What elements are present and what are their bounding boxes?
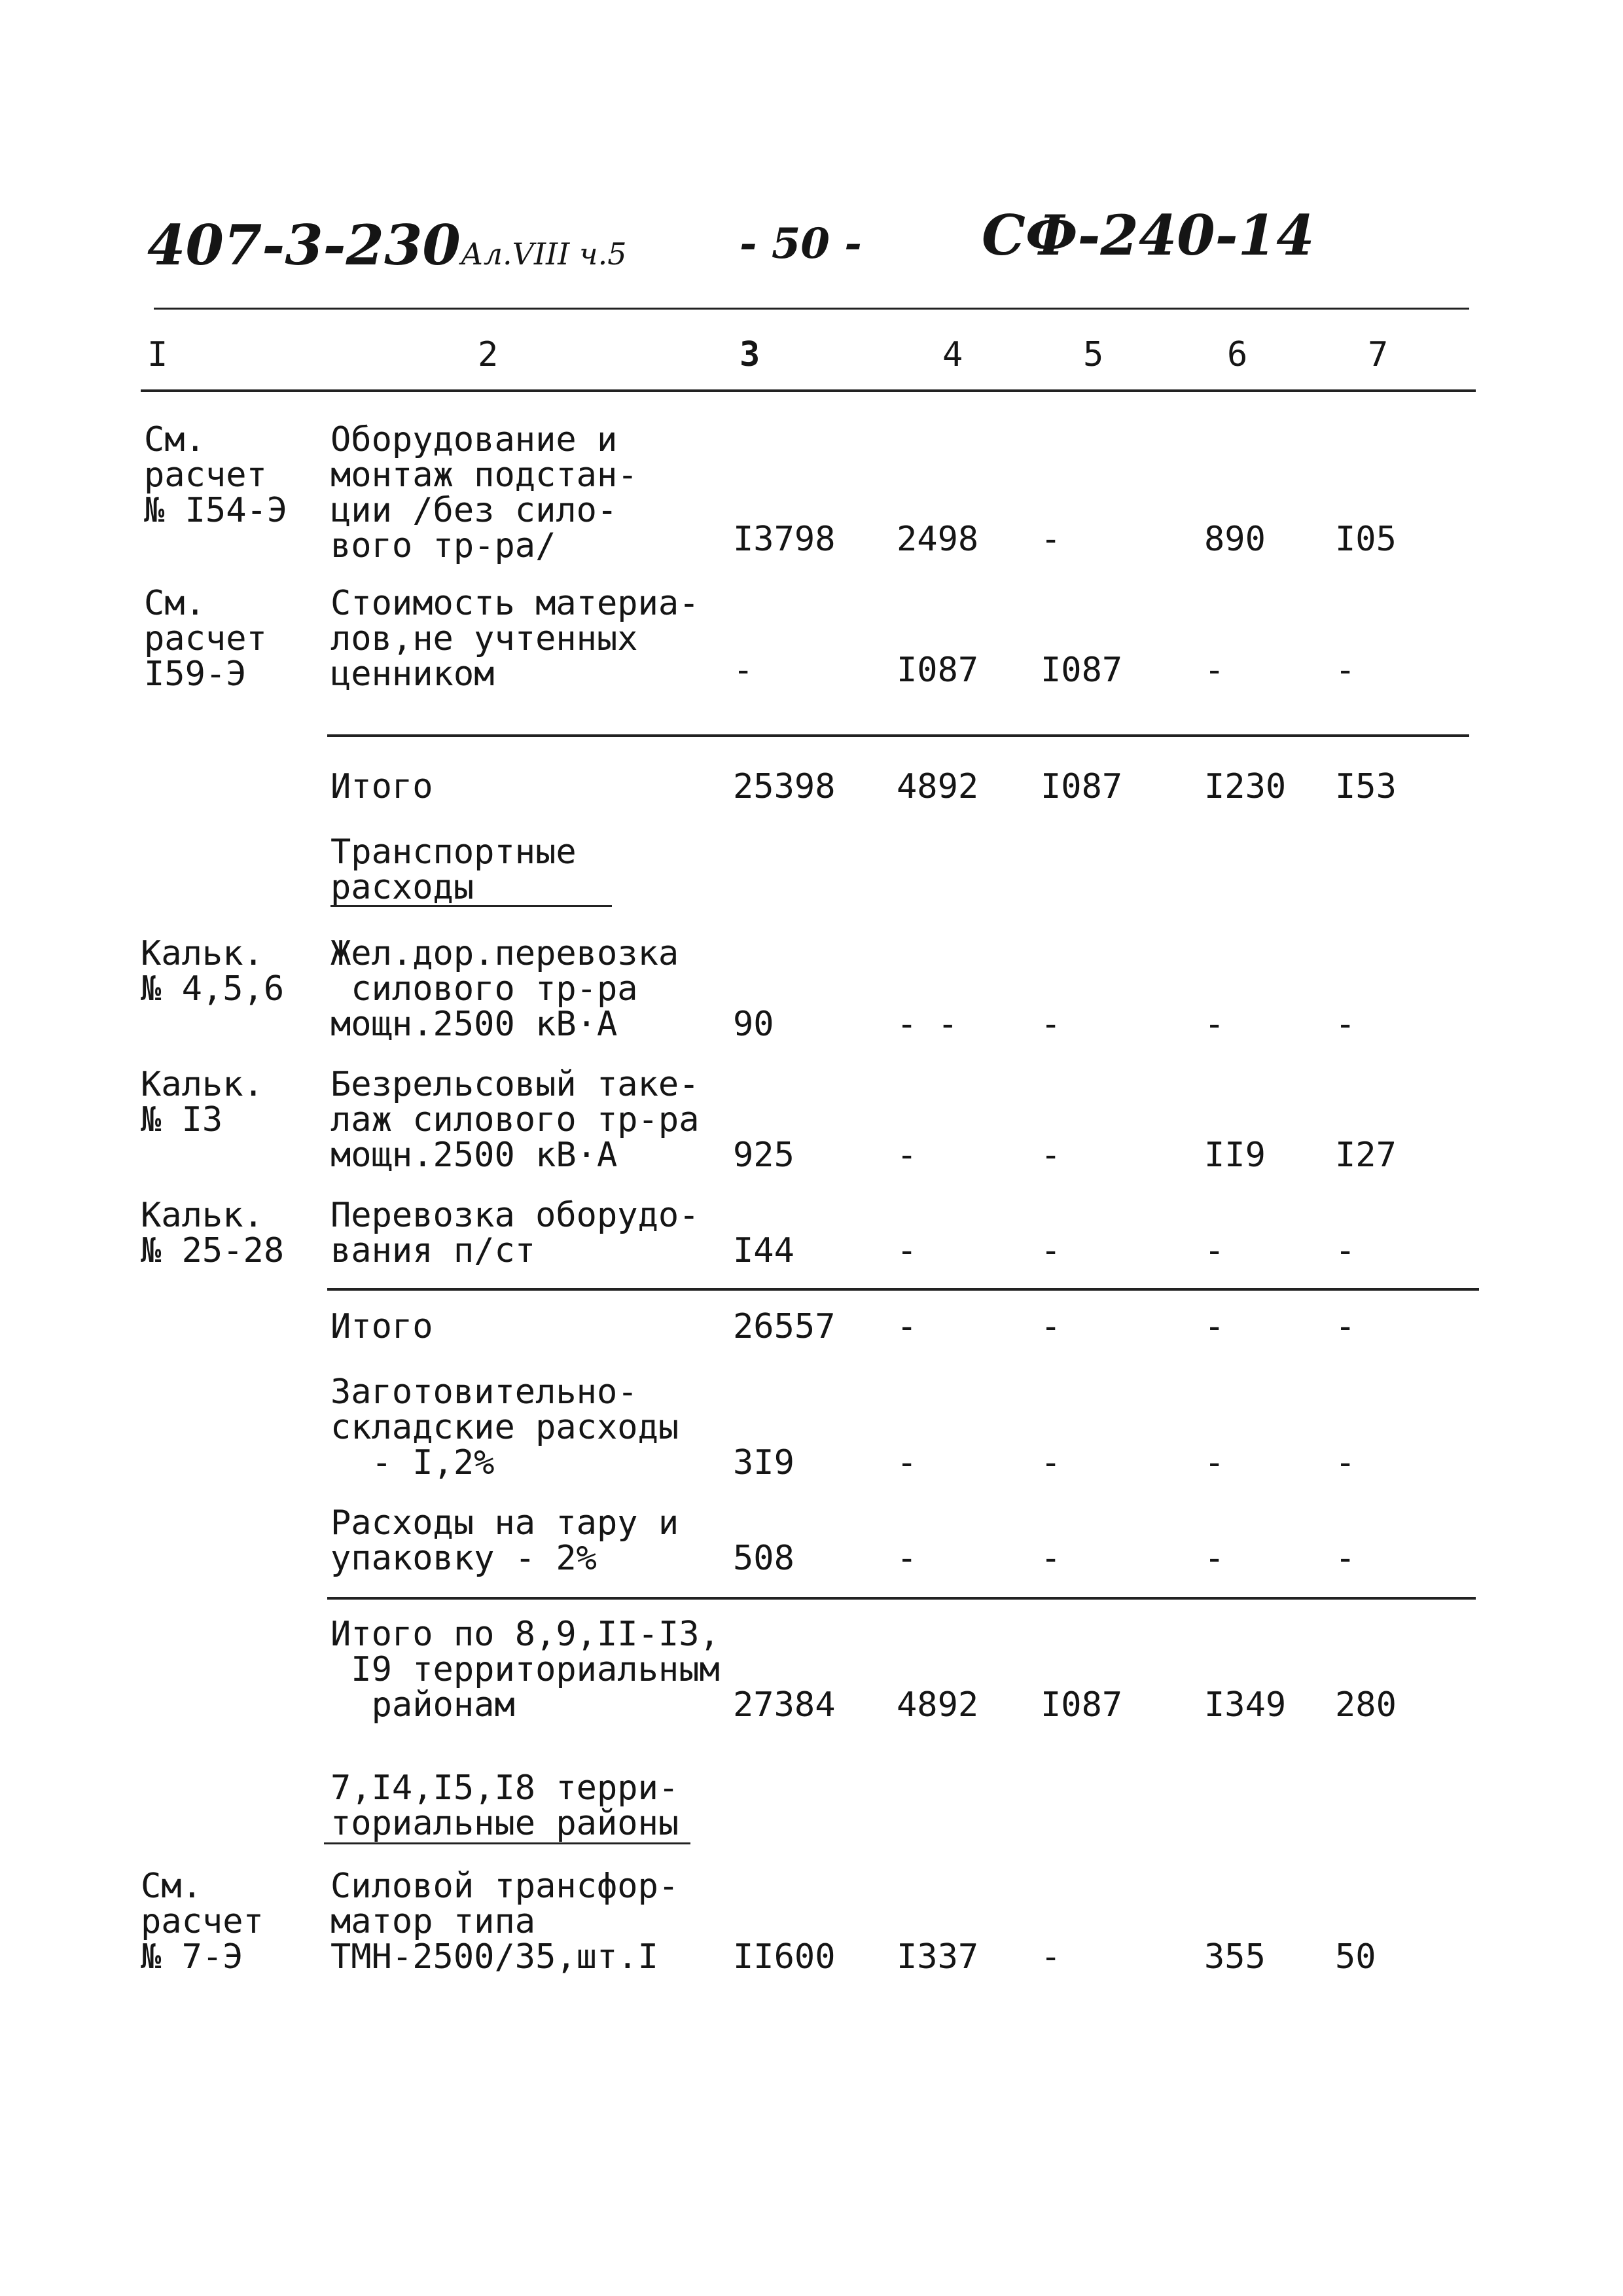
row-col6: -	[1204, 1231, 1225, 1270]
row-col4: 2498	[897, 520, 979, 559]
row-col4: -	[897, 1539, 918, 1578]
row-description: Итого	[330, 767, 433, 806]
column-header-7: 7	[1368, 335, 1389, 374]
row-col6: II9	[1204, 1136, 1266, 1175]
row-col6: -	[1204, 1443, 1225, 1482]
row-description: Жел.дор.перевозка силового тр-ра мощн.2500 кВ·А	[330, 934, 679, 1044]
row-col5: -	[1041, 1937, 1061, 1977]
page-number: - 50 -	[740, 219, 862, 268]
row-col4: 4892	[897, 1685, 979, 1725]
row-col3: 25398	[733, 767, 836, 806]
row-col5: I087	[1041, 651, 1123, 690]
row-col7: -	[1335, 1539, 1356, 1578]
row-description: Расходы на тару и упаковку - 2%	[330, 1503, 679, 1578]
section-rule	[327, 1288, 1479, 1291]
document-code	[147, 213, 626, 278]
row-col7: I05	[1335, 520, 1397, 559]
row-col7: I53	[1335, 767, 1397, 806]
section-rule	[327, 1597, 1476, 1600]
sheet-code: СФ-240-14	[982, 203, 1315, 268]
row-source: См. расчет I59-Э	[144, 584, 267, 694]
row-col6: -	[1204, 1539, 1225, 1578]
column-header-rule	[141, 389, 1476, 392]
row-col3: -	[733, 651, 754, 690]
row-col7: -	[1335, 1005, 1356, 1044]
section-heading: Транспортные расходы	[330, 833, 577, 907]
column-header-2: 2	[478, 335, 499, 374]
document-code-main: 407-3-230	[147, 213, 461, 278]
row-col3: I44	[733, 1231, 794, 1270]
section-heading: 7,I4,I5,I8 терри- ториальные районы	[330, 1768, 679, 1843]
row-description: Оборудование и монтаж подстан- ции /без сило- вого тр-ра/	[330, 420, 638, 565]
row-col5: -	[1041, 1443, 1061, 1482]
row-col3: 925	[733, 1136, 794, 1175]
row-col6: 890	[1204, 520, 1266, 559]
row-col3: I3798	[733, 520, 836, 559]
row-col6: I349	[1204, 1685, 1287, 1725]
row-description: Итого по 8,9,II-I3, I9 территориальным районам	[330, 1615, 720, 1725]
row-col4: -	[897, 1136, 918, 1175]
section-heading-underline	[324, 1842, 690, 1844]
row-col7: -	[1335, 1307, 1356, 1346]
row-col5: -	[1041, 520, 1061, 559]
column-header-6: 6	[1227, 335, 1248, 374]
row-col7: -	[1335, 1231, 1356, 1270]
section-rule	[327, 734, 1469, 737]
row-col3: 3I9	[733, 1443, 794, 1482]
row-col5: -	[1041, 1005, 1061, 1044]
document-code-suffix: Ал.VIII ч.5	[460, 236, 627, 272]
row-col4: -	[897, 1307, 918, 1346]
row-col5: -	[1041, 1539, 1061, 1578]
header-top-rule	[154, 308, 1469, 310]
row-col6: -	[1204, 651, 1225, 690]
row-col5: I087	[1041, 767, 1123, 806]
row-col7: I27	[1335, 1136, 1397, 1175]
row-col3: 27384	[733, 1685, 836, 1725]
row-description: Стоимость материа- лов,не учтенных ценником	[330, 584, 700, 694]
column-header-1: I	[147, 335, 168, 374]
row-col5: -	[1041, 1231, 1061, 1270]
row-col6: -	[1204, 1005, 1225, 1044]
row-col4: I337	[897, 1937, 979, 1977]
row-col7: -	[1335, 1443, 1356, 1482]
row-col7: -	[1335, 651, 1356, 690]
row-description: Заготовительно- складские расходы - I,2%	[330, 1372, 679, 1482]
row-source: См. расчет № 7-Э	[141, 1867, 264, 1977]
column-header-5: 5	[1083, 335, 1104, 374]
row-col6: 355	[1204, 1937, 1266, 1977]
row-col3: II600	[733, 1937, 836, 1977]
row-col4: -	[897, 1231, 918, 1270]
row-col4: 4892	[897, 767, 979, 806]
row-source: Кальк. № 4,5,6	[141, 934, 285, 1009]
row-col7: 280	[1335, 1685, 1397, 1725]
row-col4: I087	[897, 651, 979, 690]
row-description: Силовой трансфор- матор типа ТМН-2500/35,шт.I	[330, 1867, 679, 1977]
column-header-3: 3	[740, 335, 760, 374]
row-col6: -	[1204, 1307, 1225, 1346]
row-col3: 90	[733, 1005, 774, 1044]
row-col3: 508	[733, 1539, 794, 1578]
row-description: Безрельсовый таке- лаж силового тр-ра мощн.2500 кВ·А	[330, 1065, 700, 1175]
row-col4: - -	[897, 1005, 958, 1044]
row-col7: 50	[1335, 1937, 1376, 1977]
row-col5: -	[1041, 1307, 1061, 1346]
row-col5: -	[1041, 1136, 1061, 1175]
row-description: Итого	[330, 1307, 433, 1346]
section-heading-underline	[330, 905, 612, 907]
row-source: Кальк. № 25-28	[141, 1196, 285, 1270]
row-col5: I087	[1041, 1685, 1123, 1725]
row-source: См. расчет № I54-Э	[144, 420, 288, 530]
row-source: Кальк. № I3	[141, 1065, 264, 1139]
column-header-4: 4	[942, 335, 963, 374]
row-col4: -	[897, 1443, 918, 1482]
row-col3: 26557	[733, 1307, 836, 1346]
row-description: Перевозка оборудо- вания п/ст	[330, 1196, 700, 1270]
row-col6: I230	[1204, 767, 1287, 806]
